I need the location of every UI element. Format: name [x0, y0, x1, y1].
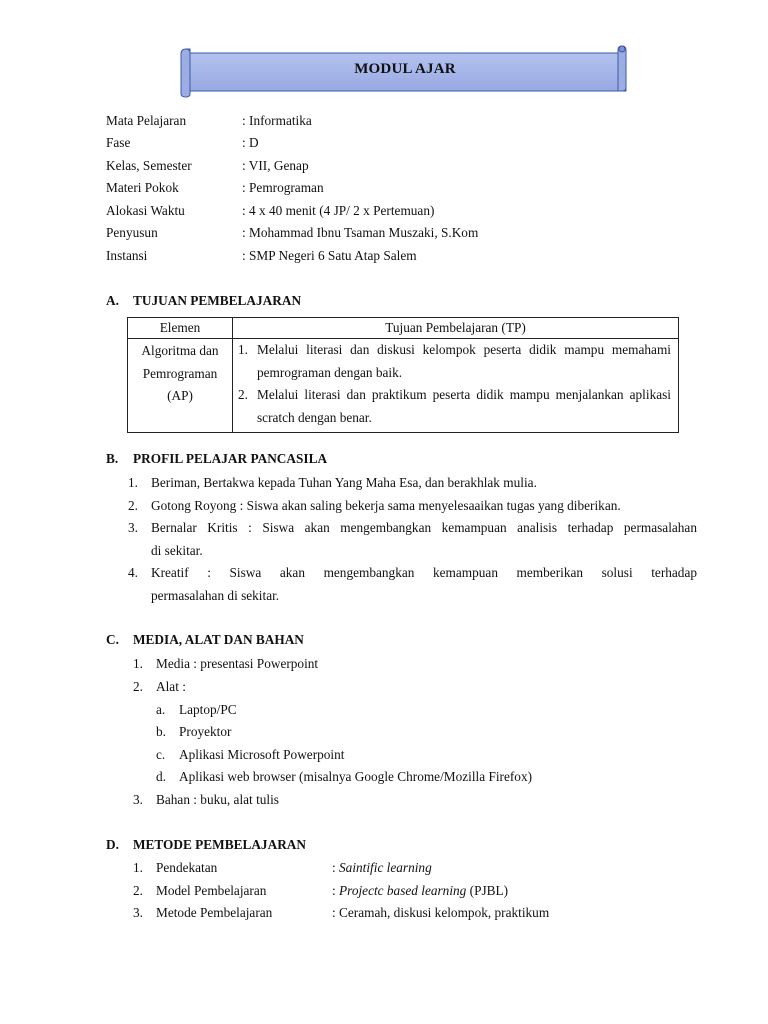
identity-value: : 4 x 40 menit (4 JP/ 2 x Pertemuan) — [242, 203, 435, 218]
method-value-rest: Ceramah, diskusi kelompok, praktikum — [339, 905, 550, 920]
list-text: Gotong Royong : Siswa akan saling bekerja sama menyelesaaikan tugas yang diberikan. — [151, 498, 621, 513]
list-text: Beriman, Bertakwa kepada Tuhan Yang Maha Esa, dan berakhlak mulia. — [151, 475, 537, 490]
identity-value: : D — [242, 135, 259, 150]
sub-list-letter: a. — [156, 702, 166, 717]
section-c-heading — [106, 632, 304, 648]
identity-label: Alokasi Waktu — [106, 203, 185, 218]
method-value-italic: Projectc based learning — [339, 883, 467, 898]
method-value-italic: Saintific learning — [339, 860, 432, 875]
list-number: 3. — [133, 905, 143, 920]
identity-label: Kelas, Semester — [106, 158, 192, 173]
list-text: Alat : — [156, 679, 186, 694]
list-number: 4. — [128, 565, 138, 580]
list-text-line: Kreatif : Siswa akan mengembangkan kemampuan memberikan solusi terhadap — [151, 565, 697, 580]
method-value-rest: (PJBL) — [466, 883, 509, 898]
method-label: Pendekatan — [156, 860, 218, 875]
list-number: 2. — [133, 883, 143, 898]
section-letter: A. — [106, 293, 119, 308]
list-number: 1. — [133, 860, 143, 875]
sub-list-text: Laptop/PC — [179, 702, 237, 717]
method-label: Model Pembelajaran — [156, 883, 267, 898]
identity-value: : Mohammad Ibnu Tsaman Muszaki, S.Kom — [242, 225, 479, 240]
identity-label: Instansi — [106, 248, 148, 263]
list-number: 2. — [128, 498, 138, 513]
identity-value: : Pemrograman — [242, 180, 324, 195]
identity-value: : SMP Negeri 6 Satu Atap Salem — [242, 248, 417, 263]
list-number: 2. — [133, 679, 143, 694]
list-item — [128, 517, 697, 562]
page-title: MODUL AJAR — [354, 61, 456, 77]
list-text-line: permasalahan di sekitar. — [151, 587, 280, 603]
method-sep: : — [332, 860, 340, 875]
sub-list-letter: c. — [156, 747, 166, 762]
sub-list-text: Proyektor — [179, 724, 232, 739]
list-number: 3. — [133, 792, 143, 807]
list-number: 1. — [128, 475, 138, 490]
identity-value: : Informatika — [242, 113, 312, 128]
list-text: Media : presentasi Powerpoint — [156, 656, 319, 671]
section-b-heading — [106, 451, 327, 467]
list-number: 1. — [133, 656, 143, 671]
method-label: Metode Pembelajaran — [156, 905, 273, 920]
element-line: (AP) — [167, 388, 193, 403]
method-value — [332, 880, 508, 903]
identity-value: : VII, Genap — [242, 158, 309, 173]
element-cell — [128, 339, 233, 433]
list-item — [128, 562, 697, 607]
identity-label: Fase — [106, 135, 131, 150]
objectives-cell — [233, 339, 679, 433]
method-sep: : — [332, 883, 340, 898]
objective-item — [238, 384, 671, 429]
sub-list-text: Aplikasi web browser (misalnya Google Chrome/Mozilla Firefox) — [179, 769, 533, 784]
element-line: Pemrograman — [142, 365, 218, 381]
section-title: TUJUAN PEMBELAJARAN — [133, 293, 302, 308]
method-value — [332, 902, 549, 925]
objective-number: 2. — [238, 387, 248, 402]
objective-text: Melalui literasi dan diskusi kelompok peserta didik mampu memahami pemrograman dengan baik. — [257, 342, 671, 380]
objective-item — [238, 339, 671, 384]
section-title: PROFIL PELAJAR PANCASILA — [133, 451, 328, 466]
element-line: Algoritma dan — [141, 343, 219, 358]
section-d-heading — [106, 837, 306, 853]
method-value — [332, 857, 432, 880]
objective-text: Melalui literasi dan praktikum peserta didik mampu menjalankan aplikasi scratch dengan benar. — [257, 387, 671, 425]
list-text-line: Bernalar Kritis : Siswa akan mengembangkan kemampuan analisis terhadap permasalahan — [151, 520, 697, 535]
table-row — [128, 339, 679, 433]
section-a-heading — [106, 293, 301, 309]
list-text: Bahan : buku, alat tulis — [156, 792, 279, 807]
section-letter: C. — [106, 632, 119, 647]
objective-number: 1. — [238, 342, 248, 357]
identity-label: Penyusun — [106, 225, 158, 240]
sub-list-letter: b. — [156, 724, 166, 739]
identity-label: Materi Pokok — [106, 180, 179, 195]
title-banner — [178, 44, 630, 100]
section-letter: B. — [106, 451, 119, 466]
sub-list-letter: d. — [156, 769, 166, 784]
section-title: MEDIA, ALAT DAN BAHAN — [133, 632, 304, 647]
sub-list-text: Aplikasi Microsoft Powerpoint — [179, 747, 345, 762]
section-title: METODE PEMBELAJARAN — [133, 837, 306, 852]
list-text-line: di sekitar. — [151, 542, 203, 558]
list-number: 3. — [128, 520, 138, 535]
identity-label: Mata Pelajaran — [106, 113, 187, 128]
method-sep: : — [332, 905, 340, 920]
table-header-tp: Tujuan Pembelajaran (TP) — [233, 318, 679, 339]
learning-objectives-table — [127, 317, 679, 433]
table-header-elemen: Elemen — [128, 318, 233, 339]
section-letter: D. — [106, 837, 119, 852]
